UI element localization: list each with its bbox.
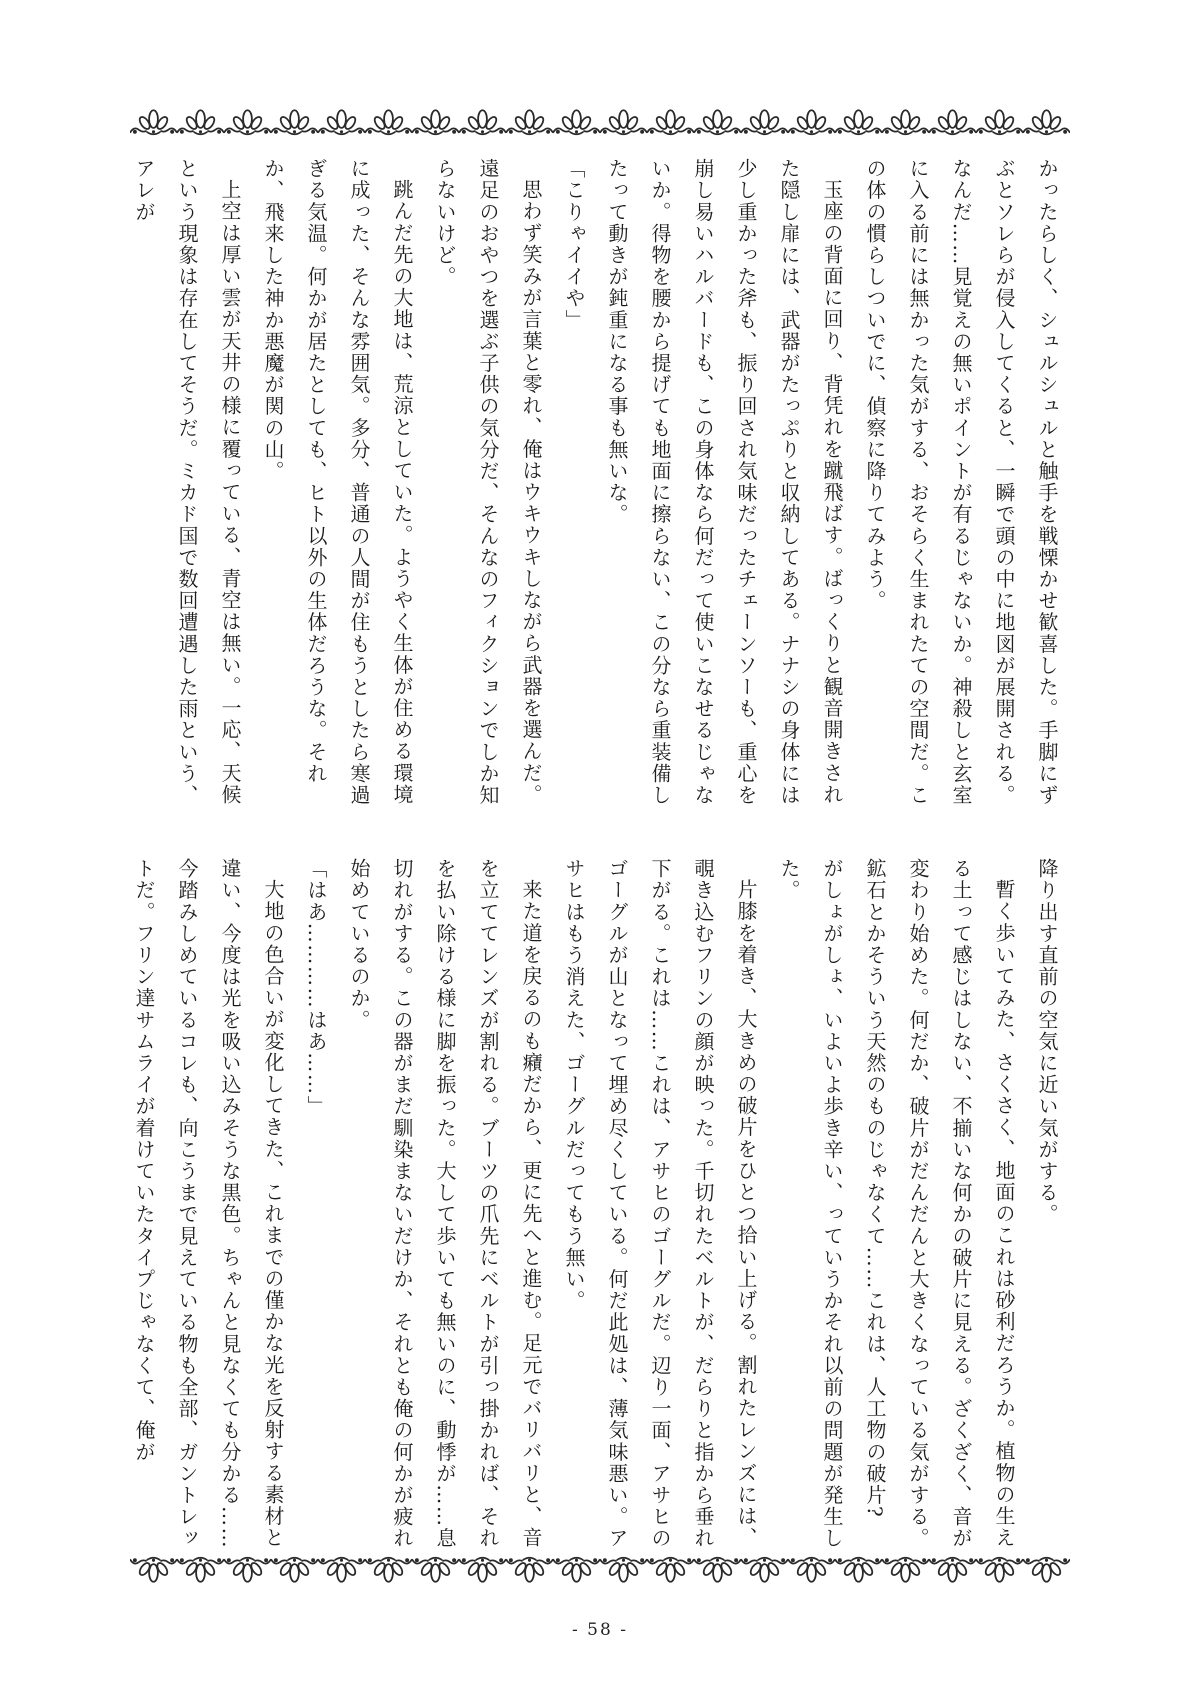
page-number: - 58 - [572, 1620, 628, 1640]
lace-motif-icon [318, 1556, 365, 1584]
lace-motif-icon [694, 108, 741, 136]
lace-motif-icon [553, 108, 600, 136]
lace-motif-icon [929, 1556, 976, 1584]
lace-motif-icon [741, 108, 788, 136]
paragraph: 暫く歩いてみた、さくさく、地面のこれは砂利だろうか。植物の生える土って感じはしない、不揃いな何かの破片に見える。ざくざく、音が変わり始めた。何だか、破片がだんだんと大きくなっている気がする。鉱石とかそういう天然のものじゃなくて……これは、人工物の破片? がしょがしょ、いよいよ歩き辛い、っていうかそれ以前の問題が発生した。 [777, 858, 1016, 1550]
text-band-upper [128, 158, 1068, 810]
lace-motif-icon [506, 108, 553, 136]
lace-motif-icon [835, 108, 882, 136]
paragraph: 上空は厚い雲が天井の様に覆っている、青空は無い。一応、天候という現象は存在してそうだ。ミカド国で数回遭遇した雨という、アレが [132, 158, 242, 806]
paragraph: 思わず笑みが言葉と零れ、俺はウキウキしながら武器を選んだ。遠足のおやつを選ぶ子供の気分だ、そんなのフィクションでしか知らないけど。 [433, 158, 543, 806]
lace-motif-icon [882, 1556, 929, 1584]
lace-motif-icon [882, 108, 929, 136]
dialogue-line: 「はあ…………はあ……」 [304, 858, 328, 1118]
lace-motif-icon [412, 108, 459, 136]
lace-motif-icon [647, 1556, 694, 1584]
lace-motif-icon [412, 1556, 459, 1584]
lace-motif-icon [788, 1556, 835, 1584]
lace-motif-icon [177, 1556, 224, 1584]
lace-motif-icon [177, 108, 224, 136]
lace-motif-icon [365, 1556, 412, 1584]
paragraph: 玉座の背面に回り、背凭れを蹴飛ばす。ばっくりと観音開きされた隠し扉には、武器がたっぷりと収納してある。ナナシの身体には少し重かった斧も、振り回され気味だったチェーンソーも、重心を崩し易いハルバードも、この身体なら何だって使いこなせるじゃないか。得物を腰から提げても地面に擦らない、この分なら重装備したって動きが鈍重になる事も無いな。 [605, 158, 844, 806]
lace-motif-icon [694, 1556, 741, 1584]
paragraph: 来た道を戻るのも癪だから、更に先へと進む。足元でバリバリと、音を立ててレンズが割れる。ブーツの爪先にベルトが引っ掛かれば、それを払い除ける様に脚を振った。大して歩いても無いのに、動悸が……息切れがする。この器がまだ馴染まないだけか、それとも俺の何かが疲れ始めているのか。 [347, 858, 543, 1550]
lace-motif-icon [835, 1556, 882, 1584]
lace-motif-icon [459, 1556, 506, 1584]
lace-motif-icon [318, 108, 365, 136]
lace-motif-icon [600, 1556, 647, 1584]
ornament-border-bottom [130, 1556, 1070, 1584]
paragraph: かったらしく、シュルシュルと触手を戦慄かせ歓喜した。手脚にずぶとソレらが侵入してくると、一瞬で頭の中に地図が展開される。なんだ……見覚えの無いポイントが有るじゃないか。神殺しと玄室に入る前には無かった気がする、おそらく生まれたての空間だ。この体の慣らしついでに、偵察に降りてみよう。 [863, 158, 1059, 806]
lace-motif-icon [600, 108, 647, 136]
lace-motif-icon [553, 1556, 600, 1584]
paragraph: 片膝を着き、大きめの破片をひとつ拾い上げる。割れたレンズには、覗き込むフリンの顔が映った。千切れたベルトが、だらりと指から垂れ下がる。これは……これは、アサヒのゴーグルだ。辺り一面、アサヒのゴーグルが山となって埋め尽くしている。何だ此処は、薄気味悪い。アサヒはもう消えた、ゴーグルだってもう無い。 [562, 858, 758, 1550]
paragraph: 降り出す直前の空気に近い気がする。 [1035, 858, 1059, 1226]
lace-motif-icon [506, 1556, 553, 1584]
lace-motif-icon [271, 1556, 318, 1584]
lace-motif-icon [741, 1556, 788, 1584]
ornament-border-top [130, 108, 1070, 136]
lace-motif-icon [976, 1556, 1023, 1584]
lace-motif-icon [130, 108, 177, 136]
text-band-lower [128, 858, 1068, 1556]
lace-motif-icon [224, 1556, 271, 1584]
dialogue-line: 「こりゃイイや」 [562, 158, 586, 331]
paragraph: 大地の色合いが変化してきた、これまでの僅かな光を反射する素材と違い、今度は光を吸い込みそうな黒色。ちゃんと見なくても分かる……今踏みしめているコレも、向こうまで見えている物も全部、ガントレットだ。フリン達サムライが着けていたタイプじゃなくて、俺が [132, 858, 285, 1550]
lace-motif-icon [929, 108, 976, 136]
lace-motif-icon [647, 108, 694, 136]
lace-motif-icon [224, 108, 271, 136]
lace-motif-icon [459, 108, 506, 136]
lace-motif-icon [788, 108, 835, 136]
lace-motif-icon [1023, 108, 1070, 136]
paragraph: 跳んだ先の大地は、荒涼としていた。ようやく生体が住める環境に成った、そんな雰囲気。多分、普通の人間が住もうとしたら寒過ぎる気温。何かが居たとしても、ヒト以外の生体だろうな。それか、飛来した神か悪魔が関の山。 [261, 158, 414, 806]
lace-motif-icon [365, 108, 412, 136]
lace-motif-icon [1023, 1556, 1070, 1584]
lace-motif-icon [271, 108, 318, 136]
lace-motif-icon [130, 1556, 177, 1584]
lace-motif-icon [976, 108, 1023, 136]
